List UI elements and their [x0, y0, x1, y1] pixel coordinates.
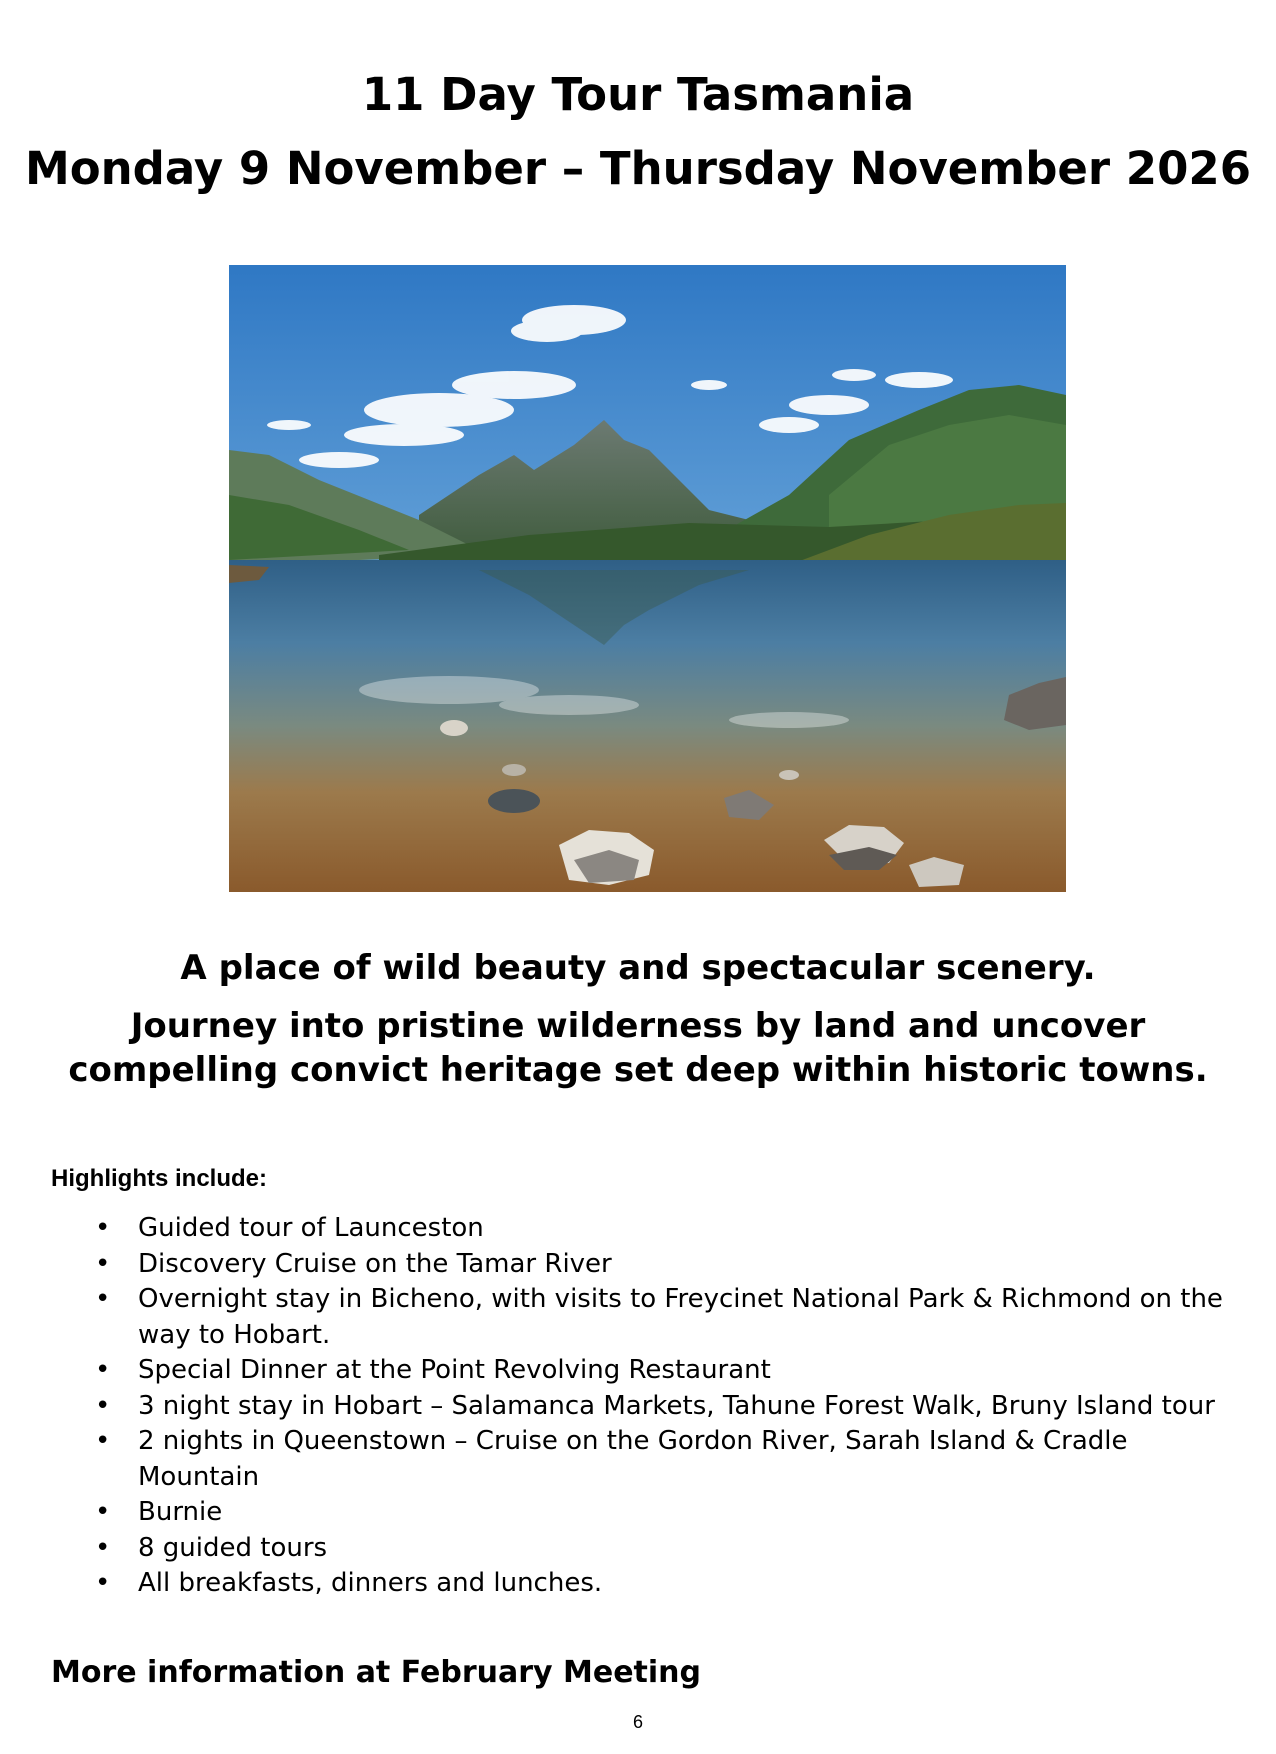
list-item: • Overnight stay in Bicheno, with visits to Freycinet National Park & Richmond on the way to Hobart. — [95, 1282, 1240, 1353]
more-info-note: More information at February Meeting — [51, 1655, 702, 1690]
list-item: • Discovery Cruise on the Tamar River — [95, 1247, 1240, 1283]
list-item: • 3 night stay in Hobart – Salamanca Markets, Tahune Forest Walk, Bruny Island tour — [95, 1389, 1240, 1425]
page-number: 6 — [632, 1712, 643, 1732]
cradle-mountain-photo — [229, 265, 1066, 892]
highlights-heading: Highlights include: — [51, 1165, 267, 1192]
list-item: • 2 nights in Queenstown – Cruise on the Gordon River, Sarah Island & Cradle Mountain — [95, 1424, 1240, 1495]
page-title: 11 Day Tour Tasmania — [361, 68, 915, 121]
list-item: • Burnie — [95, 1495, 1240, 1531]
tour-description: Journey into pristine wilderness by land and uncover compelling convict heritage set deep within historic towns. — [68, 1006, 1208, 1091]
list-item: • Special Dinner at the Point Revolving Restaurant — [95, 1353, 1240, 1389]
highlights-list — [95, 1211, 1240, 1602]
tagline: A place of wild beauty and spectacular scenery. — [180, 948, 1096, 988]
list-item: • 8 guided tours — [95, 1531, 1240, 1567]
list-item: • Guided tour of Launceston — [95, 1211, 1240, 1247]
list-item: • All breakfasts, dinners and lunches. — [95, 1566, 1240, 1602]
tour-dates: Monday 9 November – Thursday November 2026 — [24, 142, 1252, 195]
